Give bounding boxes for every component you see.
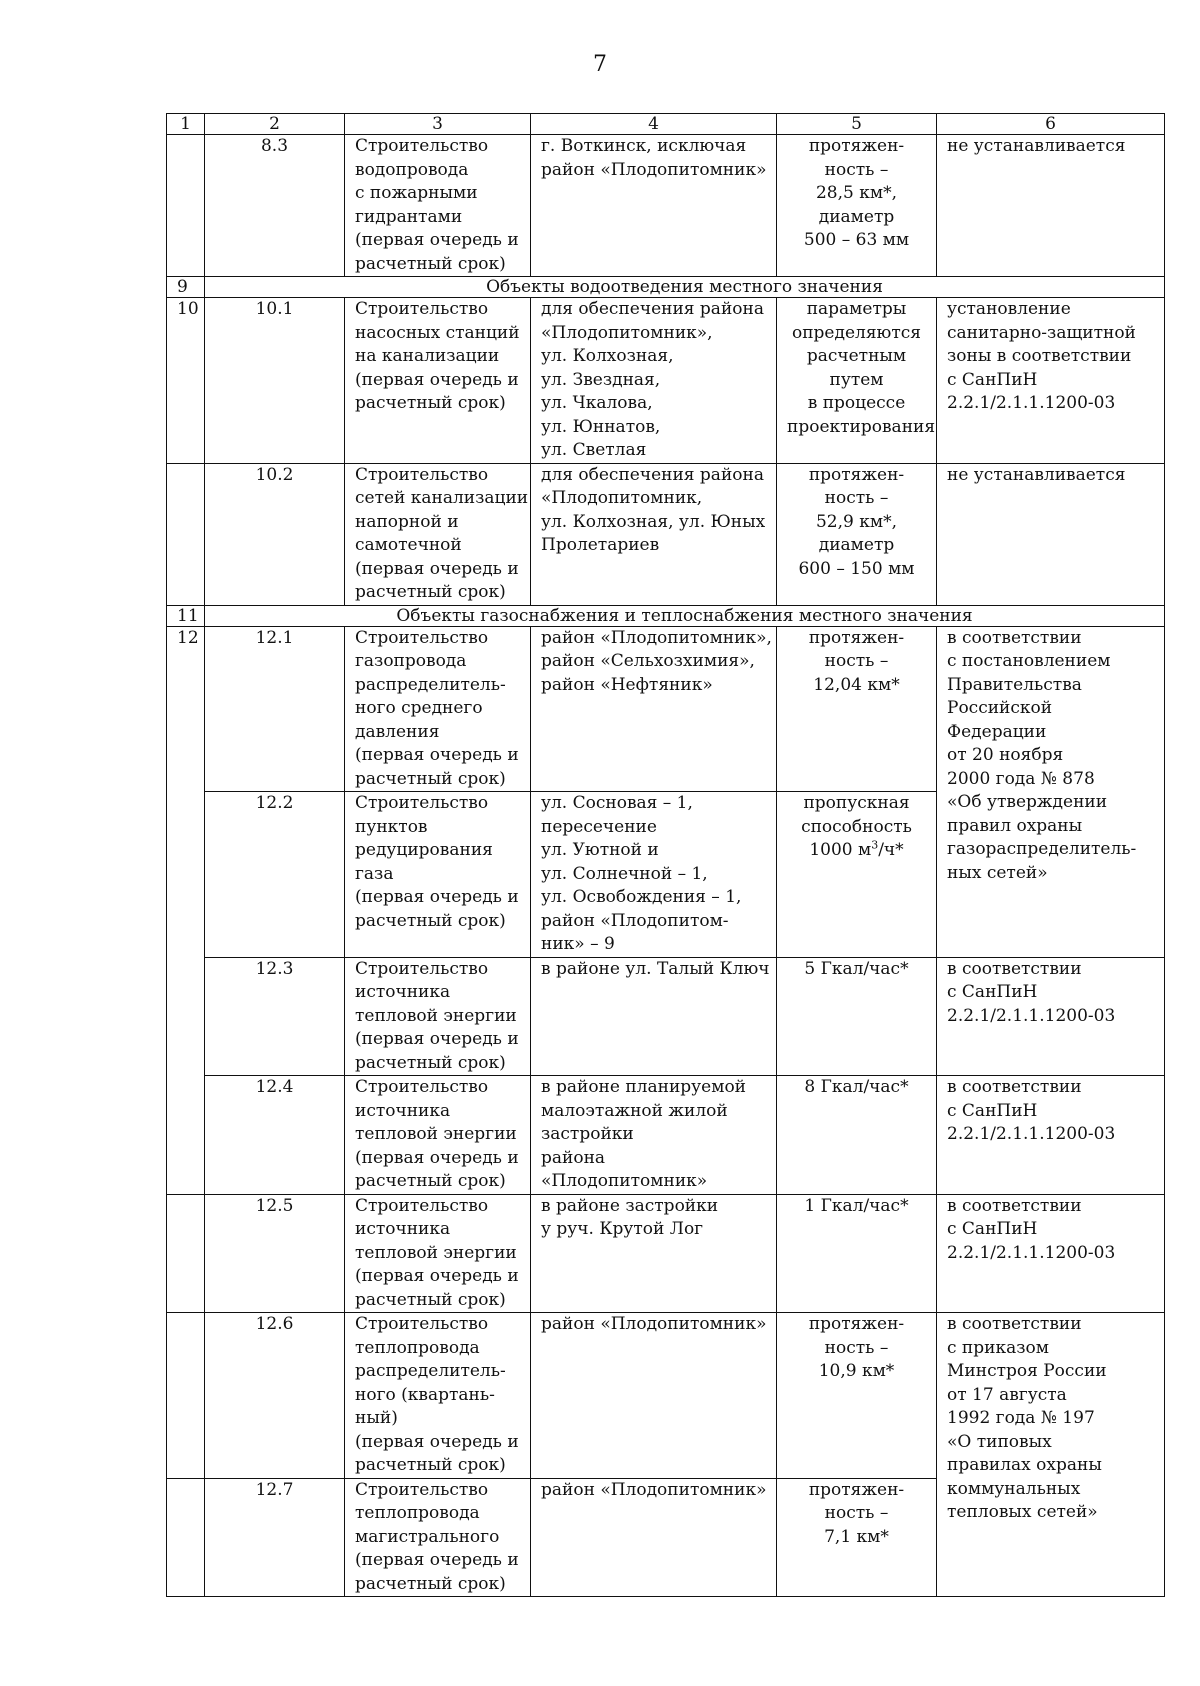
objects-table [166, 113, 1165, 1597]
row-index: 10 [167, 298, 205, 464]
object-name: Строительство теплопровода распределитель- ного (квартань- ный) (первая очередь и расчетный срок) [345, 1313, 531, 1479]
object-location: для обеспечения района «Плодопитомник, ул. Колхозная, ул. Юных Пролетариев [531, 463, 777, 605]
zone-characteristics: не устанавливается [937, 463, 1165, 605]
row-index-cell [167, 1313, 205, 1479]
object-name: Строительство источника тепловой энергии (первая очередь и расчетный срок) [345, 1194, 531, 1313]
col-header-6: 6 [937, 114, 1165, 135]
object-parameters: протяжен- ность – 7,1 км* [777, 1478, 937, 1597]
object-name: Строительство источника тепловой энергии (первая очередь и расчетный срок) [345, 957, 531, 1076]
object-location: район «Плодопитомник» [531, 1478, 777, 1597]
item-number: 12.5 [205, 1194, 345, 1313]
object-location: район «Плодопитомник», район «Сельхозхимия», район «Нефтяник» [531, 626, 777, 792]
section-title: Объекты газоснабжения и теплоснабжения местного значения [205, 605, 1165, 626]
object-location: в районе планируемой малоэтажной жилой застройки района «Плодопитомник» [531, 1076, 777, 1195]
row-index-cell [167, 1194, 205, 1313]
table-row [167, 957, 1165, 1076]
table-row [167, 1076, 1165, 1195]
col-header-5: 5 [777, 114, 937, 135]
object-location: для обеспечения района «Плодопитомник», ул. Колхозная, ул. Звездная, ул. Чкалова, ул. Юннатов, ул. Светлая [531, 298, 777, 464]
row-index-cell [167, 135, 205, 277]
object-parameters: 8 Гкал/час* [777, 1076, 937, 1195]
section-row [167, 277, 1165, 298]
object-parameters: протяжен- ность – 52,9 км*, диаметр 600 – 150 мм [777, 463, 937, 605]
zone-characteristics: установление санитарно-защитной зоны в соответствии с СанПиН 2.2.1/2.1.1.1200-03 [937, 298, 1165, 464]
zone-characteristics: в соответствии с постановлением Правительства Российской Федерации от 20 ноября 2000 года № 878 «Об утверждении правил охраны газораспределитель- ных сетей» [937, 626, 1165, 957]
object-name: Строительство пунктов редуцирования газа (первая очередь и расчетный срок) [345, 792, 531, 958]
row-index: 12 [167, 626, 205, 1194]
item-number: 8.3 [205, 135, 345, 277]
object-name: Строительство газопровода распределитель- ного среднего давления (первая очередь и расчетный срок) [345, 626, 531, 792]
object-parameters: параметры определяются расчетным путем в процессе проектирования [777, 298, 937, 464]
section-title: Объекты водоотведения местного значения [205, 277, 1165, 298]
item-number: 12.1 [205, 626, 345, 792]
col-header-1: 1 [167, 114, 205, 135]
object-parameters: 5 Гкал/час* [777, 957, 937, 1076]
object-name: Строительство водопровода с пожарными гидрантами (первая очередь и расчетный срок) [345, 135, 531, 277]
page-number: 7 [593, 52, 607, 77]
row-index-cell [167, 463, 205, 605]
object-name: Строительство насосных станций на канализации (первая очередь и расчетный срок) [345, 298, 531, 464]
col-header-4: 4 [531, 114, 777, 135]
object-parameters: протяжен- ность – 28,5 км*, диаметр 500 – 63 мм [777, 135, 937, 277]
row-index-cell [167, 1478, 205, 1597]
item-number: 12.4 [205, 1076, 345, 1195]
col-header-2: 2 [205, 114, 345, 135]
col-header-3: 3 [345, 114, 531, 135]
table-row [167, 626, 1165, 792]
table-row [167, 1313, 1165, 1479]
object-parameters: протяжен- ность – 12,04 км* [777, 626, 937, 792]
object-parameters: 1 Гкал/час* [777, 1194, 937, 1313]
zone-characteristics: в соответствии с приказом Минстроя России от 17 августа 1992 года № 197 «О типовых правилах охраны коммунальных тепловых сетей» [937, 1313, 1165, 1597]
object-name: Строительство источника тепловой энергии (первая очередь и расчетный срок) [345, 1076, 531, 1195]
object-location: в районе застройки у руч. Крутой Лог [531, 1194, 777, 1313]
table-row [167, 135, 1165, 277]
section-index: 11 [167, 605, 205, 626]
object-parameters: пропускная способность 1000 $м^3/ч*$ [777, 792, 937, 958]
column-numbers-row [167, 114, 1165, 135]
object-location: район «Плодопитомник» [531, 1313, 777, 1479]
item-number: 10.1 [205, 298, 345, 464]
item-number: 12.6 [205, 1313, 345, 1479]
item-number: 12.3 [205, 957, 345, 1076]
object-location: в районе ул. Талый Ключ [531, 957, 777, 1076]
table-row [167, 1194, 1165, 1313]
object-name: Строительство теплопровода магистрального (первая очередь и расчетный срок) [345, 1478, 531, 1597]
section-row [167, 605, 1165, 626]
object-name: Строительство сетей канализации напорной и самотечной (первая очередь и расчетный срок) [345, 463, 531, 605]
object-location: г. Воткинск, исключая район «Плодопитомник» [531, 135, 777, 277]
table-row [167, 298, 1165, 464]
zone-characteristics: в соответствии с СанПиН 2.2.1/2.1.1.1200-03 [937, 1194, 1165, 1313]
item-number: 10.2 [205, 463, 345, 605]
zone-characteristics: в соответствии с СанПиН 2.2.1/2.1.1.1200-03 [937, 957, 1165, 1076]
section-index: 9 [167, 277, 205, 298]
zone-characteristics: в соответствии с СанПиН 2.2.1/2.1.1.1200-03 [937, 1076, 1165, 1195]
zone-characteristics: не устанавливается [937, 135, 1165, 277]
item-number: 12.7 [205, 1478, 345, 1597]
item-number: 12.2 [205, 792, 345, 958]
object-location: ул. Сосновая – 1, пересечение ул. Уютной и ул. Солнечной – 1, ул. Освобождения – 1, район «Плодопитом- ник» – 9 [531, 792, 777, 958]
object-parameters: протяжен- ность – 10,9 км* [777, 1313, 937, 1479]
table-row [167, 463, 1165, 605]
